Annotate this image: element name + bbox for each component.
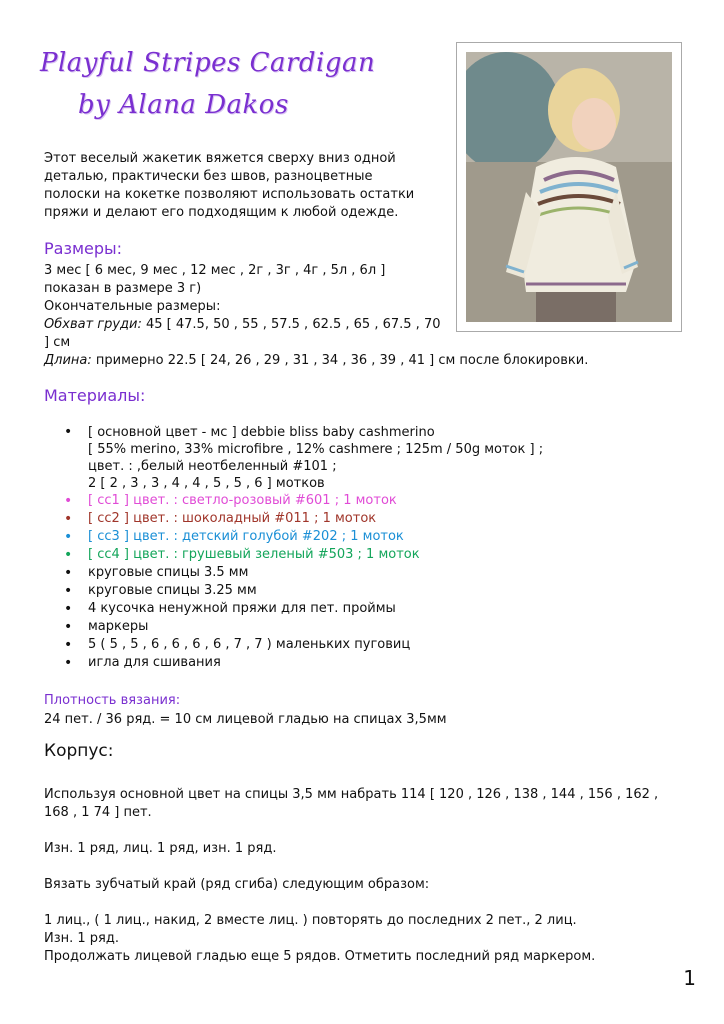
page-number: 1 (683, 966, 696, 990)
list-item: • 4 кусочка ненужной пряжи для пет. проймы (64, 600, 543, 618)
main-color-yarn: debbie bliss baby cashmerino (236, 425, 435, 440)
body-paragraph: 168 , 1 74 ] пет. (44, 805, 152, 820)
intro-line: полоски на кокетке позволяют использовать остатки (44, 187, 415, 202)
main-color-shade: цвет. : ,белый неотбеленный #101 ; (88, 459, 337, 474)
pattern-title: Playful Stripes Cardigan (40, 48, 376, 78)
list-item: • [ cc3 ] цвет. : детский голубой #202 ; 1 моток (64, 528, 543, 546)
list-item (64, 424, 543, 492)
sizes-heading: Размеры: (44, 239, 123, 258)
intro-line: Этот веселый жакетик вяжется сверху вниз одной (44, 151, 396, 166)
sizes-shown: показан в размере 3 г) (44, 281, 202, 296)
finished-sizes-label: Окончательные размеры: (44, 299, 221, 314)
body-paragraph: 1 лиц., ( 1 лиц., накид, 2 вместе лиц. ) повторять до последних 2 пет., 2 лиц. (44, 913, 577, 928)
body-paragraph: Изн. 1 ряд, лиц. 1 ряд, изн. 1 ряд. (44, 841, 277, 856)
list-item: • [ cc4 ] цвет. : грушевый зеленый #503 ; 1 моток (64, 546, 543, 564)
intro-line: пряжи и делают его подходящим к любой одежде. (44, 205, 399, 220)
list-item: • игла для сшивания (64, 654, 543, 672)
list-item: • круговые спицы 3.25 мм (64, 582, 543, 600)
body-paragraph: Вязать зубчатый край (ряд сгиба) следующим образом: (44, 877, 430, 892)
cardigan-photo (456, 42, 682, 332)
chest-label: Обхват груди: (44, 317, 142, 332)
length-label: Длина: (44, 353, 92, 368)
main-color-amount: 2 [ 2 , 3 , 3 , 4 , 4 , 5 , 5 , 6 ] мотков (88, 476, 325, 491)
materials-heading: Материалы: (44, 386, 146, 405)
gauge-value: 24 пет. / 36 ряд. = 10 см лицевой гладью на спицах 3,5мм (44, 712, 447, 727)
list-item: • [ cc1 ] цвет. : светло-розовый #601 ; 1 моток (64, 492, 543, 510)
list-item: • 5 ( 5 , 5 , 6 , 6 , 6 , 6 , 7 , 7 ) маленьких пуговиц (64, 636, 543, 654)
body-paragraph: Продолжать лицевой гладью еще 5 рядов. Отметить последний ряд маркером. (44, 949, 596, 964)
main-color-label: [ основной цвет - мс ] (88, 425, 237, 440)
list-item: • маркеры (64, 618, 543, 636)
gauge-label: Плотность вязания: (44, 693, 181, 708)
materials-list (64, 424, 543, 672)
sizes-list: 3 мес [ 6 мес, 9 мес , 12 мес , 2г , 3г , 4г , 5л , 6л ] (44, 263, 386, 278)
main-color-fiber: [ 55% merino, 33% microfibre , 12% cashmere ; 125m / 50g моток ] ; (88, 442, 544, 457)
list-item: • круговые спицы 3.5 мм (64, 564, 543, 582)
length-value: примерно 22.5 [ 24, 26 , 29 , 31 , 34 , 36 , 39 , 41 ] см после блокировки. (91, 353, 589, 368)
body-paragraph: Изн. 1 ряд. (44, 931, 119, 946)
body-heading: Корпус: (44, 741, 114, 761)
pattern-author: by Alana Dakos (78, 90, 289, 120)
chest-value: 45 [ 47.5, 50 , 55 , 57.5 , 62.5 , 65 , 67.5 , 70 (141, 317, 441, 332)
length-measurements (44, 352, 588, 369)
list-item: • [ cc2 ] цвет. : шоколадный #011 ; 1 моток (64, 510, 543, 528)
chest-measurements (44, 316, 440, 333)
intro-line: деталью, практически без швов, разноцветные (44, 169, 373, 184)
child-in-cardigan-image (466, 52, 672, 322)
body-paragraph: Используя основной цвет на спицы 3,5 мм набрать 114 [ 120 , 126 , 138 , 144 , 156 , 162 , (44, 787, 659, 802)
chest-continuation: ] см (44, 335, 71, 350)
